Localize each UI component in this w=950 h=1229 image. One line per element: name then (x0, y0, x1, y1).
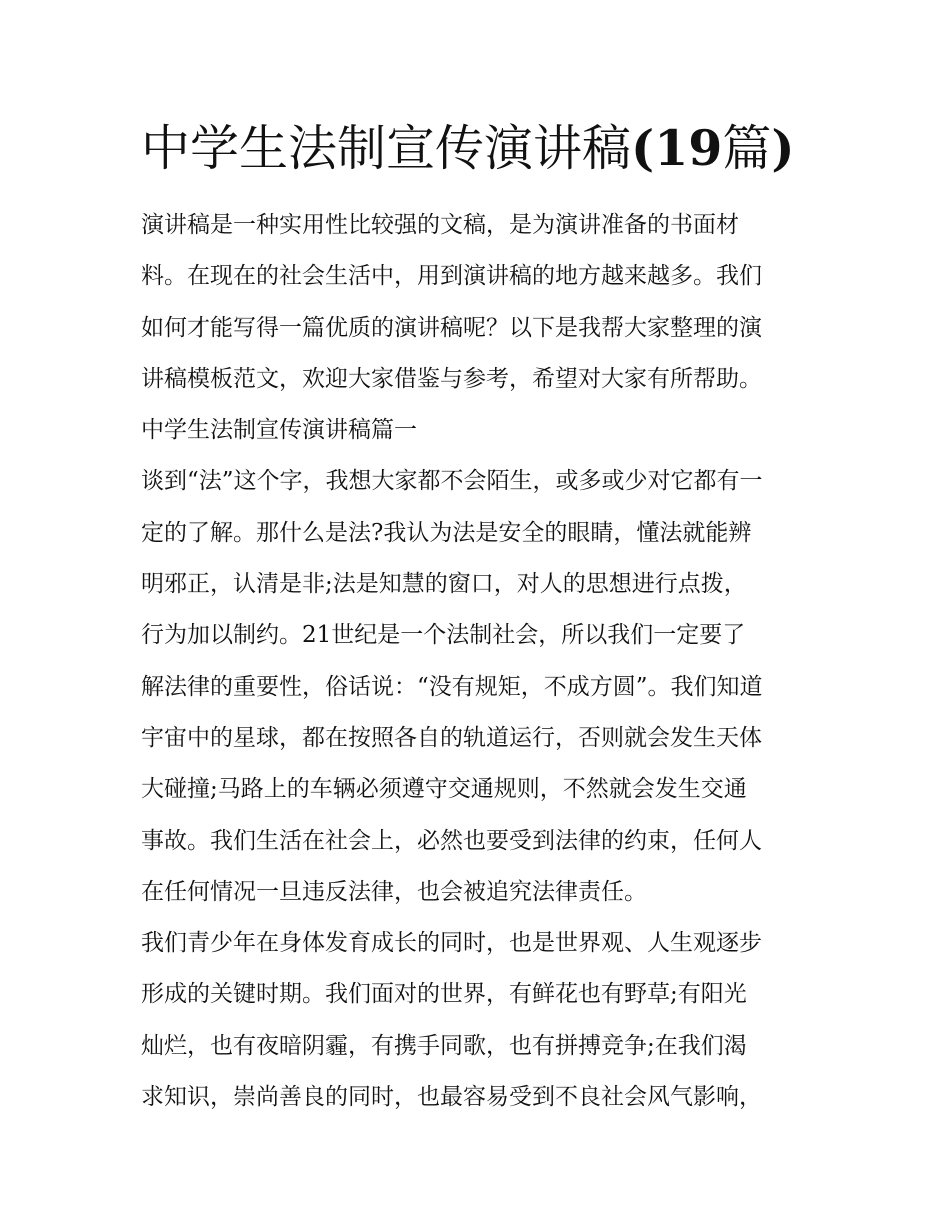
title-count: (19 (631, 119, 723, 177)
body-line: 演讲稿是一种实用性比较强的文稿，是为演讲准备的书面材 (141, 212, 739, 238)
body-line: 料。在现在的社会生活中，用到演讲稿的地方越来越多。我们 (141, 263, 762, 290)
body-line: 求知识，崇尚善良的同时，也最容易受到不良社会风气影响， (141, 1084, 762, 1111)
body-line: 明邪正，认清是非;法是知慧的窗口，对人的思想进行点拨， (141, 571, 747, 598)
body-line: 如何才能写得一篇优质的演讲稿呢？以下是我帮大家整理的演 (141, 314, 762, 341)
body-line: 在任何情况一旦违反法律，也会被追究法律责任。 (141, 878, 647, 905)
document-body (141, 200, 813, 1123)
body-line: 形成的关键时期。我们面对的世界，有鲜花也有野草;有阳光 (141, 981, 747, 1008)
body-line: 讲稿模板范文，欢迎大家借鉴与参考，希望对大家有所帮助。 (141, 365, 762, 392)
body-line: 谈到“法”这个字，我想大家都不会陌生，或多或少对它都有一 (141, 468, 763, 495)
body-line: 宇宙中的星球，都在按照各自的轨道运行，否则就会发生天体 (141, 724, 762, 751)
title-unit: 篇 (722, 120, 772, 177)
body-line: 解法律的重要性，俗话说：“没有规矩，不成方圆”。我们知道 (141, 673, 763, 700)
title-close: ) (771, 119, 795, 177)
body-line: 事故。我们生活在社会上，必然也要受到法律的约束，任何人 (141, 827, 762, 854)
body-line: 定的了解。那什么是法?我认为法是安全的眼睛，懂法就能辨 (141, 519, 752, 546)
body-line: 行为加以制约。21世纪是一个法制社会，所以我们一定要了 (141, 622, 746, 649)
title-main: 中学生法制宣传演讲稿 (141, 120, 632, 177)
body-line: 大碰撞;马路上的车辆必须遵守交通规则，不然就会发生交通 (141, 776, 747, 803)
body-line: 我们青少年在身体发育成长的同时，也是世界观、人生观逐步 (141, 930, 762, 957)
document-title (141, 112, 841, 185)
section-heading: 中学生法制宣传演讲稿篇一 (141, 417, 417, 444)
body-line: 灿烂，也有夜暗阴霾，有携手同歌，也有拼搏竞争;在我们渴 (141, 1032, 747, 1059)
